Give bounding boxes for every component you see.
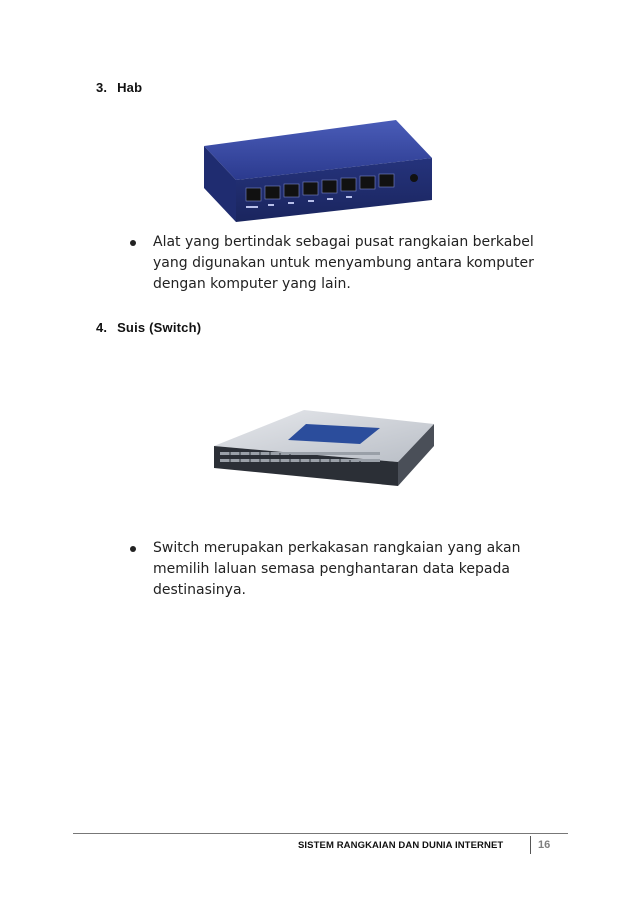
footer-title: SISTEM RANGKAIAN DAN DUNIA INTERNET (298, 840, 504, 851)
section-number: 4. (96, 320, 108, 335)
bullet-hab (130, 232, 570, 298)
footer-separator (530, 836, 531, 854)
bullet-text: Alat yang bertindak sebagai pusat rangkaian berkabel yang digunakan untuk menyambung antara komputer dengan komputer yang lain. (153, 234, 534, 292)
network-switch-image (210, 404, 438, 498)
bullet-icon (130, 240, 136, 246)
section-number: 3. (96, 80, 108, 95)
section-heading-switch (96, 320, 201, 335)
section-heading-hab (96, 80, 142, 95)
footer-divider (73, 833, 568, 834)
page-number: 16 (538, 839, 551, 851)
bullet-text: Switch merupakan perkakasan rangkaian yang akan memilih laluan semasa penghantaran data kepada destinasinya. (153, 540, 521, 598)
section-title: Suis (Switch) (117, 320, 202, 335)
network-hub-image (196, 118, 436, 232)
bullet-icon (130, 546, 136, 552)
bullet-switch (130, 538, 570, 604)
section-title: Hab (117, 80, 143, 95)
